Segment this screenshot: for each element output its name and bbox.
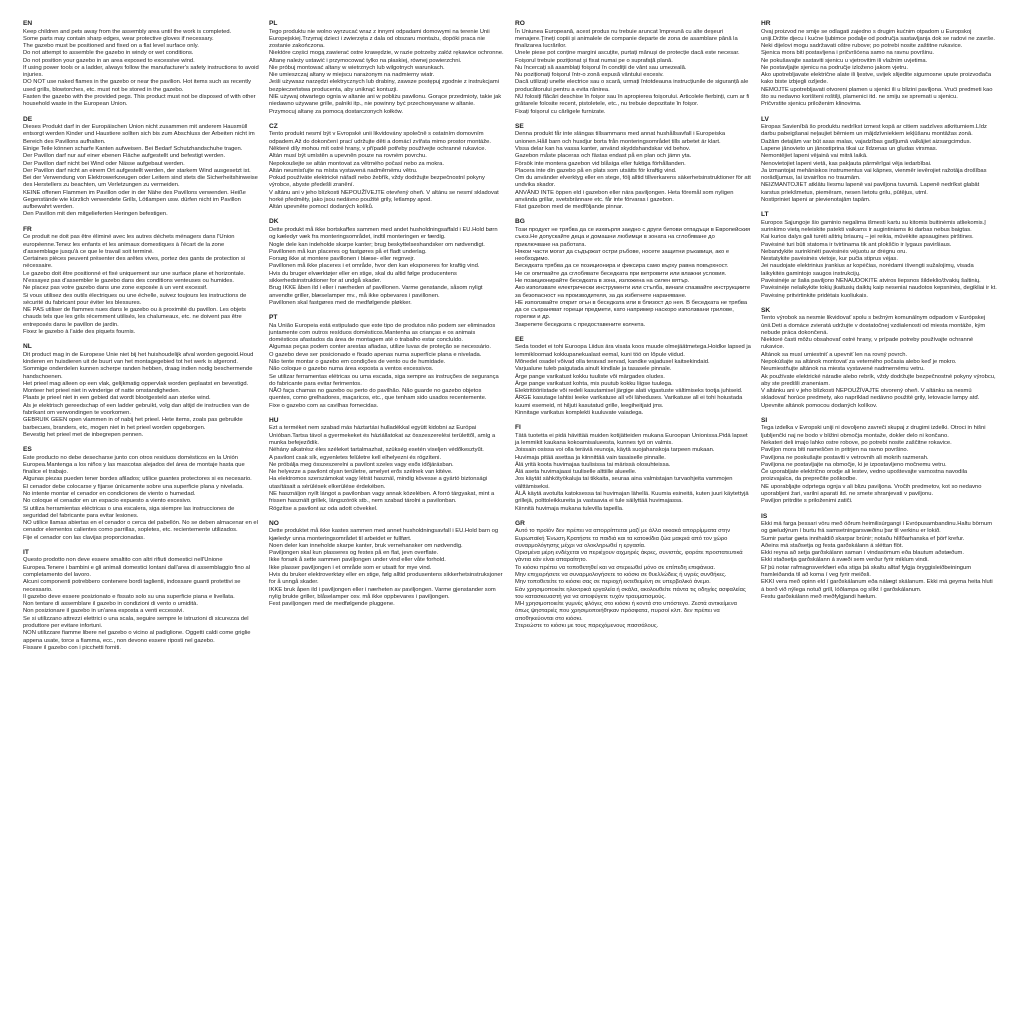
language-code: LT [761, 211, 769, 219]
section-ee [515, 336, 751, 417]
safety-text: Europos Sąjungoje šio gaminio negalima išmesti kartu su kitomis buitinėmis atliekomis.Į surinkimo vietą neleiskite patekti vaikams ir augintiniams iki darbas nebus baigtas. Kai kurios dalys gali turėti aštrių briaunų – jei reikia, mūvėkite apsaugines pirštines. Pavėsinė turi būti statoma ir tvirtinama tik ant plokščio ir lygaus paviršiaus. Nebandykite surinkinėti pavėsinės vėjuotu ar drėgnu oru. Nestatykite pavėsinės vietoje, kur pučia stiprus vėjas. Jei naudojate elektrinius įrankius ar kopėčias, norėdami išvengti sužalojimų, visada laikykitės gamintojo saugos instrukcijų. Pavėsinėje ar šalia paviljono NENAUDOKITE atviros liepsnos šildeklio/žvakių šaltinių. Pavėsinėje nelaikykite tokių įkaitusių daiktų kaip neseniai naudotos kepsninės, degikliai ir kt. Pavėsinę pritvirtinkite pridėtais kuoliukais. [761, 219, 997, 299]
language-code: SI [761, 416, 768, 424]
safety-text: Ekki má farga þessari vöru með öðrum heimilisúrgangi í Evrópusambandinu.Haltu börnum og gæludýrum í burtu frá samsetningarsvæðinu þar til verkinu er lokið. Sumir partar gæta innihaldið skarpar brúnir; notaðu hlífðarhanska ef þörf krefur. Aðeins má staðsetja og festa garðskálann á sléttan flöt. Ekki reyna að setja garðskálann saman í vindasömum eða blautum aðstæðum. Ekki staðsetja garðskálann á svæði sem verður fyrir miklum vindi. Ef þú notar rafmagnsverkfæri eða stiga þá skaltu alltaf fylgja öryggisleiðbeiningum framleiðanda til að koma í veg fyrir meiðsli. EKKI vera með opinn eld í garðskálanum eða nálægt skálanum. Ekki má geyma heita hluti á borð við nýlega notuð grill, lóðlampa og slíkt í garðskálanum. Festu garðskálann með meðfylgjandi hælum. [761, 521, 993, 600]
language-code: DE [23, 115, 33, 123]
safety-text: Eiropas Savienībā šo produktu nedrīkst izmest kopā ar citiem sadzīves atkritumiem.Līdz darbu pabeigšanai neļaujiet bērniem un mājdzīvniekiem iekļūšanu montāžas zonā. Dažām detaļām var būt asas malas, vajadzības gadījumā valkājiet aizsargcimdus. Lapene jānovieto un jānostiprina tikai uz līdzenas un gludas virsmas. Nemontējiet lapeni vējainā vai mitrā laikā. Nenovietojiet lapeni vietā, kas pakļauta pārmērīgai vēja iedarbībai. Ja izmantojat mehāniskos instrumentus vai kāpnes, vienmēr ievērojiet ražotāja drošības norādījumus, lai izvairītos no traumām. NEIZMANTOJIET atklātu liesmu lapenē vai paviljona tuvumā. Lapenē nedrīkst glabāt karstus priekšmetus, piemēram, nesen lietotu grilu, pūtējus, utml. Nostipriniet lapeni ar pievienotajām tapām. [761, 124, 987, 203]
language-code: EN [23, 20, 33, 27]
safety-text: Tega izdelka v Evropski uniji ni dovoljeno zavreči skupaj z drugimi izdelki. Otroci in hišni ljubljenčki naj ne bodo v bližini območja montaže, dokler delo ni končano. Nekateri deli imajo lahko ostre robove, po potrebi nosite zaščitne rokavice. Paviljon mora biti nameščen in pritrjen na ravno površino. Paviljona ne poskušajte postaviti v vetrovnih ali mokrih razmerah. Paviljona ne postavljajte na območje, ki je izpostavljeno močnemu vetru. Če uporabljate električno orodje ali lestev, vedno upoštevajte varnostna navodila proizvajalca, da preprečite poškodbe. NE uporabljajte odprtega ognja v ali blizu paviljona. Vročih predmetov, kot so nedavno uporabljeni žari, varilni aparati itd. ne smete shranjevati v paviljonu. Paviljon pritrdite s priloženimi zatiči. [761, 425, 986, 505]
language-code: HU [269, 416, 279, 424]
safety-text: Ezt a terméket nem szabad más háztartási hulladékkal együtt kidobni az Európai Unióban.Tartsa távol a gyermekeket és háziállatokat az összeszerelési területtől, amíg a munka befejeződik. Néhány alkatrész éles széleket tartalmazhat, szükség esetén viseljen védőkesztyűt. A pavilont csak sík, egyenletes felületre kell elhelyezni és rögzíteni. Ne próbálja meg összeszerelni a pavilont szeles vagy esős időjárásban. Ne helyezze a pavilont olyan területre, amelyet erős szélnek van kitéve. Ha elektromos szerszámokat vagy létrát használ, mindig kövesse a gyártó biztonsági utasításait a sérülések elkerülése érdekében. NE használjon nyílt lángot a pavilonban vagy annak közelében. A forró tárgyakat, mint a frissen használt grillek, lángszórók stb., nem szabad tárolni a pavilonban. Rögzítse a pavilont az oda adott cövekkel. [269, 425, 496, 512]
language-code: CZ [269, 122, 278, 130]
language-code: FI [515, 424, 521, 432]
section-bg [515, 218, 751, 328]
section-fr [23, 226, 259, 336]
safety-text: Keep children and pets away from the assembly area until the work is completed. Some parts may contain sharp edges, wear protective gloves if necessary. The gazebo must be positioned and fixed on a flat level surface only. Do not attempt to assemble the gazebo in windy or wet conditions. Do not position your gazebo in an area exposed to excessive wind. If using power tools or a ladder, always follow the manufacturer's safety instructions to avoid injuries. DO NOT use naked flames in the gazebo or near the pavilion. Hot items such as recently used grills, blowtorches, etc. must not be stored in the gazebo. Fasten the gazebo with the provided pegs. This product must not be disposed of with other household waste in the European Union. [23, 28, 259, 108]
language-code: RO [515, 20, 525, 27]
section-hr [761, 20, 997, 109]
safety-text: Este producto no debe desecharse junto con otros residuos domésticos en la Unión Europea.Mantenga a los niños y las mascotas alejados del área de montaje hasta que finalice el trabajo. Algunas piezas pueden tener bordes afilados; utilice guantes protectores si es necesario. El cenador debe colocarse y fijarse únicamente sobre una superficie plana y nivelada. No intente montar el cenador en condiciones de viento o humedad. No coloque el cenador en un espacio expuesto a viento excesivo. Si utiliza herramientas eléctricas o una escalera, siga siempre las instrucciones de seguridad del fabricante para evitar lesiones. NO utilice llamas abiertas en el cenador o cerca del pabellón. No se deben almacenar en el cenador elementos calientes como parrillas, sopletes, etc. recientemente utilizados. Fije el cenador con las clavijas proporcionadas. [23, 454, 258, 541]
language-code: IT [23, 548, 29, 556]
section-lv [761, 116, 997, 205]
safety-text: Na União Europeia está estipulado que este tipo de produtos não podem ser eliminados juntamente com outros resíduos domésticos.Mantenha as crianças e os animais domésticos afastados da área de montagem até o trabalho estar concluído. Algumas peças podem conter arestas afiadas, utilize luvas de proteção se necessário. O gazebo deve ser posicionado e fixado apenas numa superfície plana e nivelada. Não tente montar o gazebo em condições de vento ou de humidade. Não coloque o gazebo numa área exposta a ventos excessivos. Se utilizar ferramentas elétricas ou uma escada, siga sempre as instruções de segurança do fabricante para evitar ferimentos. NÃO faça chamas no gazebo ou perto do pavilhão. Não guarde no gazebo objetos quentes, como grelhadores, maçaricos, etc., que tenham sido usados recentemente. Fixe o gazebo com as cavilhas fornecidas. [269, 322, 499, 409]
section-hu [269, 417, 505, 513]
section-fi [515, 424, 751, 513]
column-1 [23, 20, 259, 659]
safety-text: Този продукт не трябва да се изхвърля заедно с други битови отпадъци в Европейския съюз.Не допускайте деца и домашни любимци в зоната на сглобяване до приключване на работата. Някои части могат да съдържат остри ръбове, носете защитни ръкавици, ако е необходимо. Беседката трябва да се позиционира и фиксира само върху равна повърхност. Не се опитвайте да сглобявате беседката при ветровити или влажни условия. Не позиционирайте беседката в зона, изложена на силен вятър. Ако използвате електрически инструменти или стълба, винаги спазвайте инструкциите за безопасност на производителя, за да избегнете нараняване. НЕ използвайте открит огън в беседката или в близост до нея. В беседката не трябва да се съхраняват горещи предмети, като например наскоро използвани грилове, горелки и др. Закрепете беседката с предоставените колчета. [515, 226, 751, 328]
column-4 [761, 20, 997, 608]
safety-text: Dit product mag in de Europese Unie niet bij het huishoudelijk afval worden gegooid.Houd kinderen en huisdieren uit de buurt van het montagegebied tot het werk is afgerond. Sommige onderdelen kunnen scherpe randen hebben, draag indien nodig beschermende handschoenen. Het prieel mag alleen op een vlak, gelijkmatig oppervlak worden geplaatst en bevestigd. Monteer het prieel niet in winderige of natte omstandigheden. Plaats je prieel niet in een gebied dat wordt blootgesteld aan sterke wind. Als je elektrisch gereedschap of een ladder gebruikt, volg dan altijd de instructies van de fabrikant om verwondingen te voorkomen. GEBRUIK GEEN open vlammen in of nabij het prieel. Hete items, zoals pas gebruikte barbecues, branders, etc, mogen niet in het prieel worden opgeborgen. Bevestig het prieel met de inbegrepen pennen. [23, 351, 254, 438]
safety-text: Dette produktet må ikke kastes sammen med annet husholdningsavfall i EU.Hold barn og kjæledyr unna monteringsområdet til arbeidet er fullført. Noen deler kan inneholde skarpe kanter, bruk vernehansker om nødvendig. Paviljongen skal kun plasseres og festes på en flat, jevn overflate. Ikke forsøk å sette sammen paviljongen under vind eller våte forhold. Ikke plasser paviljongen i et område som er utsatt for mye vind. Hvis du bruker elektroverktøy eller en stige, følg alltid produsentens sikkerhetsinstruksjoner for å unngå skader. IKKE bruk åpen ild i paviljongen eller i nærheten av paviljongen. Varme gjenstander som nylig brukte griller, blåselamper osv. må ikke oppbevares i paviljongen. Fest paviljongen med de medfølgende pluggene. [269, 528, 503, 608]
language-code: GR [515, 519, 525, 527]
section-si [761, 417, 997, 506]
language-code: NO [269, 519, 279, 527]
safety-text: Αυτό το προϊόν δεν πρέπει να απορρίπτεται μαζί με άλλα οικιακά απορρίμματα στην Ευρωπαϊκή Ένωση.Κρατήστε τα παιδιά και τα κατοικίδια ζώα μακριά από τον χώρο συναρμολόγησης μέχρι να ολοκληρωθεί η εργασία. Ορισμένα μέρη ενδέχεται να περιέχουν αιχμηρές άκρες, συνιστάς, φοράτε προστατευτικά γάντια εάν είναι απαραίτητο. Το κιόσκι πρέπει να τοποθετηθεί και να στερεωθεί μόνο σε επίπεδη επιφάνεια. Μην επιχειρήσετε να συναρμολογήσετε το κιόσκι σε θυελλώδεις ή υγρές συνθήκες. Μην τοποθετείτε το κιόσκι σας σε περιοχή εκτεθειμένη σε υπερβολικό άνεμο. Εάν χρησιμοποιείτε ηλεκτρικά εργαλεία ή σκάλα, ακολουθείτε πάντα τις οδηγίες ασφαλείας του κατασκευαστή για να αποφύγετε τυχόν τραυματισμούς. ΜΗ χρησιμοποιείτε γυμνές φλόγες στο κιόσκι ή κοντά στο υπόστεγο. Ζεστά αντικείμενα όπως ψησταριές που χρησιμοποιήθηκαν πρόσφατα, πυρσοί κλπ. δεν πρέπει να αποθηκεύονται στο κιόσκι. Στερεώστε το κιόσκι με τους παρεχόμενους πασσάλους. [515, 528, 746, 629]
section-cz [269, 123, 505, 212]
safety-text: În Uniunea Europeană, acest produs nu trebuie aruncat împreună cu alte deșeuri menajere.Țineți copiii și animalele de companie departe de zona de asamblare până la finalizarea lucrărilor. Unele piese pot conține margini ascuțite, purtați mănuși de protecție dacă este necesar. Foișorul trebuie poziționat și fixat numai pe o suprafață plană. Nu încercați să asamblați foișorul în condiții de vânt sau umezeală. Nu poziționați foișorul într-o zonă expusă vântului excesiv. Dacă utilizați unelte electrice sau o scară, urmați întotdeauna instrucțiunile de siguranță ale producătorului pentru a evita rănirea. NU folosiți flăcări deschise în foișor sau în apropierea foișorului. Articolele fierbinți, cum ar fi grătarele folosite recent, pistoletele, etc., nu trebuie depozitate în foișor. Fixați foișorul cu cârligele furnizate. [515, 28, 750, 115]
section-it [23, 549, 259, 652]
safety-text: Dieses Produkt darf in der Europäischen Union nicht zusammen mit anderem Hausmüll entsorgt werden Kinder und Haustiere sollten sich bis zum Abschluss der Arbeiten nicht im Bereich des Pavillons aufhalten. Einige Teile können scharfe Kanten aufweisen. Bei Bedarf Schutzhandschuhe tragen. Der Pavillon darf nur auf einer ebenen Fläche aufgestellt und befestigt werden. Der Pavillon darf nicht bei Wind oder Nässe aufgebaut werden. Der Pavillon darf nicht an einem Ort aufgestellt werden, der starkem Wind ausgesetzt ist. Bei der Verwendung von Elektrowerkzeugen oder Leitern sind stets die Sicherheitshinweise des Herstellers zu beachten, um Verletzungen zu vermeiden. KEINE offenen Flammen im Pavillon oder in der Nähe des Pavillons verwenden. Heiße Gegenstände wie kürzlich verwendete Grills, Lötlampen usw. dürfen nicht im Pavillon aufbewahrt werden. Den Pavillon mit den mitgelieferten Heringen befestigen. [23, 124, 258, 218]
language-code: FR [23, 225, 32, 233]
language-code: IS [761, 512, 768, 520]
safety-text: Tento výrobok sa nesmie likvidovať spolu s bežným komunálnym odpadom v Európskej únii.Deti a domáce zvieratá udržujte v dostatočnej vzdialenosti od miesta montáže, kým nebude práca dokončená. Niektoré časti môžu obsahovať ostré hrany, v prípade potreby používajte ochranné rukavice. Altánok sa musí umiestniť a upevniť len na rovný povrch. Nepokúšajte sa altánok montovať za veterného počasia alebo keď je mokro. Neumiestňujte altánok na miesta vystavené nadmernému vetru. Ak používate elektrické náradie alebo rebrík, vždy dodržujte bezpečnostné pokyny výrobcu, aby ste predišli zraneniam. V altánku ani v jeho blízkosti NEPOUŽÍVAJTE otvorený oheň. V altánku sa nesmú skladovať horúce predmety, ako napríklad nedávno použité grily, letovacie lampy atď. Upevnite altánok pomocou dodaných kolíkov. [761, 315, 996, 409]
language-code: EE [515, 335, 524, 343]
language-code: ES [23, 446, 32, 454]
safety-text: Seda toodet ei tohi Euroopa Liidus ära visata koos muude olmejäätmetega.Hoidke lapsed ja lemmikloomad kokkupanekualast eemal, kuni töö on lõpule viidud. Mõnedel osadel võivad olla teravad servad, kandke vajadusel kaitsekindaid. Varjualune tuleb paigutada ainult kindlale ja tasasele pinnale. Ärge pange varikatust kokku tuuliste või märgades oludes. Ärge pange varikatust kohta, mis puutub kokku liigse tuulega. Elektritööriistade või redeli kasutamisel järgige alati vigastuste vältimiseks tootja juhiseid. ÄRGE kasutage lahtisi leeke varikatuse all või läheduses. Varikatuse all ei tohi hoiustada kuumi esemeid, nt hiljuti kasutatud grille, leegiheitjaid jms. Kinnitage varikatus komplekti kuuluvate vaiadega. [515, 344, 751, 416]
safety-text: Denna produkt får inte slängas tillsammans med annat hushållsavfall i Europeiska unionen.Håll barn och husdjur borta från monteringsområdet tills arbetet är klart. Vissa delar kan ha vassa kanter, använd skyddshandskar vid behov. Gazebon måste placeras och fästas endast på en plan och jämn yta. Försök inte montera gazebon vid blåsiga eller fuktiga förhållanden. Placera inte din gazebo på en plats som utsätts för kraftig vind. Om du använder elverktyg eller en stege, följ alltid tillverkarens säkerhetsinstruktioner för att undvika skador. ANVÄND INTE öppen eld i gazebon eller nära paviljongen. Heta föremål som nyligen använda grillar, svetsbrännare etc. får inte förvaras i gazebon. Fäst gazebon med de medföljande pinnar. [515, 131, 751, 211]
section-pt [269, 314, 505, 410]
section-se [515, 123, 751, 212]
language-code: HR [761, 20, 771, 27]
language-code: SK [761, 306, 771, 314]
language-code: BG [515, 218, 525, 226]
language-code: DK [269, 218, 279, 226]
safety-text: Dette produkt må ikke bortskaffes sammen med andet husholdningsaffald i EU.Hold børn og kæledyr væk fra monteringsområdet, indtil monteringen er færdig. Nogle dele kan indeholde skarpe kanter; brug beskyttelseshandsker om nødvendigt. Pavillonen må kun placeres og fastgøres på et fladt underlag. Forsøg ikke at montere pavillonen i blæse- eller regnvejr. Pavillonen må ikke placeres i et område, hvor den kan eksponeres for kraftig vind. Hvis du bruger elværktøjer eller en stige, skal du altid følge producentens sikkerhedsinstruktioner for at undgå skader. Brug IKKE åben ild i eller i nærheden af pavillonen. Varme genstande, såsom nyligt anvendte griller, blæselamper mv., må ikke opbevares i pavillonen. Pavillonen skal fastgøres med de medfølgende pløkker. [269, 226, 498, 306]
safety-text: Questo prodotto non deve essere smaltito con altri rifiuti domestici nell'Unione Europea.Tenere i bambini e gli animali domestici lontani dall'area di assemblaggio fino al completamento del lavoro. Alcuni componenti potrebbero contenere bordi taglienti, indossare guanti protettivi se necessario. Il gazebo deve essere posizionato e fissato solo su una superficie piana e livellata. Non tentare di assemblare il gazebo in condizioni di vento o umidità. Non posizionare il gazebo in un'area esposta a venti eccessivi. Se si utilizzano attrezzi elettrici o una scala, seguire sempre le istruzioni di sicurezza del produttore per evitare infortuni. NON utilizzare fiamme libere nel gazebo o vicino al padiglione. Oggetti caldi come griglie appena usate, torce a fiamma, ecc., non devono essere riposti nel gazebo. Fissare il gazebo con i picchetti forniti. [23, 557, 251, 651]
safety-text: Tento produkt nesmí být v Evropské unii likvidovány společně s ostatním domovním odpadem.Až do dokončení prací udržujte děti a domácí zvířata mimo prostor montáže. Některé díly mohou mít ostré hrany, v případě potřeby používejte ochranné rukavice. Altán musí být umístěn a upevněn pouze na rovném povrchu. Nepokoušejte se altán montovat za větrného počasí nebo za mokra. Altán neumisťujte na místa vystavená nadměrnému větru. Pokud používáte elektrické nářadí nebo žebřík, vždy dodržujte bezpečnostní pokyny výrobce, abyste předešli zranění. V altánu ani v jeho blízkosti NEPOUŽÍVEJTE otevřený oheň. V altánu se nesmí skladovat horké předměty, jako jsou nedávno použité grily, letlampy apod. Altán upevněte pomocí dodaných kolíků. [269, 131, 499, 211]
column-2 [269, 20, 505, 615]
safety-text: Tego produktu nie wolno wyrzucać wraz z innymi odpadami domowymi na terenie Unii Europejskiej.Trzymaj dzieci i zwierzęta z dala od obszaru montażu, dopóki praca nie zostanie zakończona. Niektóre części mogą zawierać ostre krawędzie, w razie potrzeby załóż rękawice ochronne. Altanę należy ustawić i przymocować tylko na płaskiej, równej powierzchni. Nie próbuj montować altany w wietrznych lub wilgotnych warunkach. Nie umieszczaj altany w miejscu narażonym na nadmierny wiatr. Jeśli używasz narzędzi elektrycznych lub drabiny, zawsze postępuj zgodnie z instrukcjami bezpieczeństwa producenta, aby uniknąć kontuzji. NIE używaj otwartego ognia w altanie ani w pobliżu pawilonu. Gorące przedmioty, takie jak niedawno używane grille, palniki itp., nie powinny być przechowywane w altanie. Przymocuj altanę za pomocą dostarczonych kołków. [269, 28, 504, 115]
safety-text: Ce produit ne doit pas être éliminé avec les autres déchets ménagers dans l'Union européenne.Tenez les enfants et les animaux domestiques à l'écart de la zone d'assemblage jusqu'à ce que le travail soit terminé. Certaines pièces peuvent présenter des arêtes vives, portez des gants de protection si nécessaire. Le gazebo doit être positionné et fixé uniquement sur une surface plane et horizontale. N'essayez pas d'assembler le gazebo dans des conditions venteuses ou humides. Ne placez pas votre gazebo dans une zone exposée à un vent excessif. Si vous utilisez des outils électriques ou une échelle, suivez toujours les instructions de sécurité du fabricant pour éviter les blessures. NE PAS utiliser de flammes nues dans le gazebo ou à proximité du pavillon. Les objets chauds tels que les grils récemment utilisés, les chalumeaux, etc. ne doivent pas être entreposés dans le pavillon de jardin. Fixez le gazebo à l'aide des piquets fournis. [23, 234, 247, 335]
language-code: NL [23, 343, 32, 351]
section-gr [515, 520, 751, 630]
column-3 [515, 20, 751, 637]
language-code: SE [515, 122, 524, 130]
section-es [23, 446, 259, 542]
section-de [23, 116, 259, 219]
section-pl [269, 20, 505, 116]
language-code: PT [269, 314, 278, 322]
safety-text: Tätä tuotetta ei pidä hävittää muiden kotijätteiden mukana Euroopan Unionissa.Pidä lapset ja lemmikit kaukana kokoamisalueesta, kunnes työ on valmis. Joissain osissa voi olla teräviä reunoja, käytä suojahanskoja tarpeen mukaan. Huvimaja pitää asettaa ja kiinnittää vain tasaiselle pinnalle. Älä yritä koota huvimajaa tuulisissa tai märissä olosuhteissa. Älä aseta huvimajaasi tuuliselle alttiille alueelle. Jos käytät sähkötyökaluja tai tikkaita, seuraa aina valmistajan turvaohjeita vammojen välttämiseksi. ÄLÄ käytä avotulta katoksessa tai huvimajan lähellä. Kuumia esineitä, kuten juuri käytettyjä grillejä, polttoleikkureita ja vastaavia ei tule säilyttää huvimajassa. Kiinnitä huvimaja mukana tulevilla tapeilla. [515, 432, 749, 512]
section-sk [761, 307, 997, 410]
section-no [269, 520, 505, 609]
section-lt [761, 211, 997, 300]
section-dk [269, 218, 505, 307]
language-code: LV [761, 115, 769, 123]
section-en [23, 20, 259, 109]
section-nl [23, 343, 259, 439]
section-is [761, 513, 997, 602]
language-code: PL [269, 20, 278, 27]
safety-text: Ovaj proizvod ne smije se odlagati zajedno s drugim kućnim otpadom u Europskoj uniji.Držite djecu i kućne ljubimce podalje od područja sastavljanja dok se radovi ne završe. Neki dijelovi mogu sadržavati oštre rubove; po potrebi nosite zaštitne rukavice. Sjenica mora biti postavljena i pričvršćena samo na ravnu površinu. Ne pokušavajte sastaviti sjenicu u vjetrovitim ili vlažnim uvjetima. Ne postavljajte sjenicu na područje izloženo jakom vjetru. Ako upotrebljavate električne alate ili ljestve, uvijek slijedite sigurnosne upute proizvođača kako biste izbjegli ozljede. NEMOJTE upotrebljavati otvoreni plamen u sjenici ili u blizini paviljona. Vrući predmeti kao što su nedavno korišteni roštilji, plamenici itd. ne smiju se spremati u sjenicu. Pričvrstite sjenicu priloženim klinovima. [761, 28, 995, 108]
section-ro [515, 20, 751, 116]
